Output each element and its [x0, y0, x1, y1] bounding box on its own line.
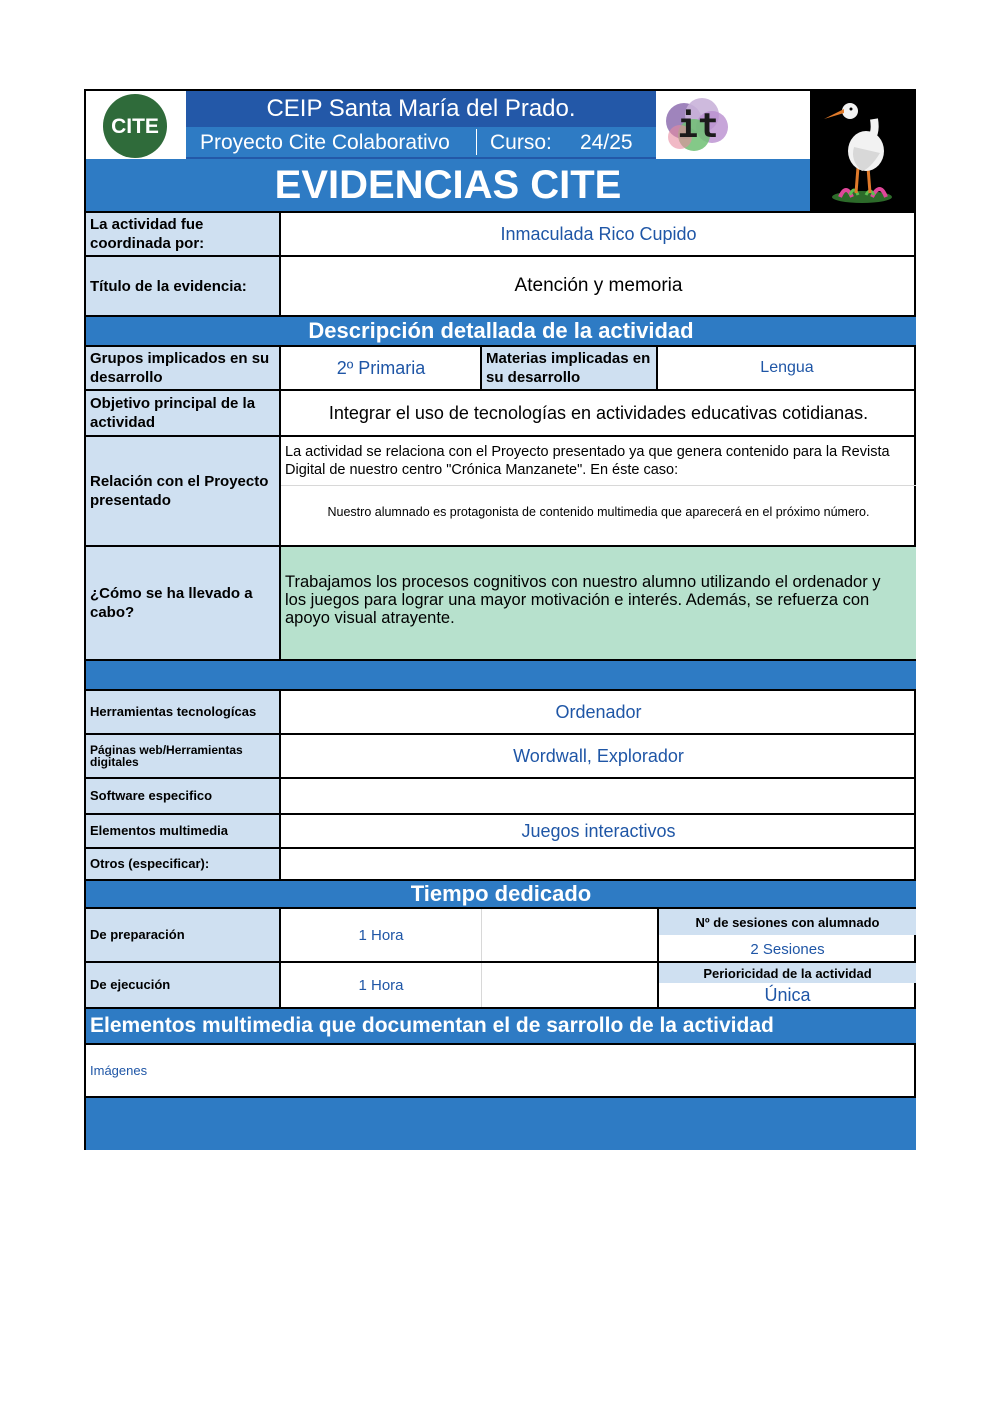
multimedia-value: Juegos interactivos — [521, 820, 676, 841]
cite-logo-icon — [102, 93, 168, 159]
it-logo-icon — [658, 91, 742, 159]
groups-value: 2º Primaria — [336, 357, 426, 378]
school-name: CEIP Santa María del Prado. — [266, 95, 576, 122]
exec-value: 1 Hora — [358, 976, 404, 994]
divider — [481, 909, 482, 1007]
relation-value: La actividad se relaciona con el Proyecto presentado ya que genera contenido para la Revista Digital de nuestro centro "Crónica Manzanete". En éste caso: — [285, 444, 890, 478]
header-banner — [186, 91, 656, 159]
periodicity-label: Perioricidad de la actividad — [659, 963, 916, 983]
software-label: Software especifico — [86, 779, 281, 813]
web-tools-value: Wordwall, Explorador — [513, 745, 684, 766]
relation-detail: Nuestro alumnado es protagonista de contenido multimedia que aparecerá en el próximo número. — [327, 505, 870, 519]
evidence-sheet — [84, 89, 916, 1150]
tech-tools-value: Ordenador — [555, 701, 642, 722]
stork-icon — [810, 91, 916, 211]
periodicity-value: Única — [764, 984, 811, 1005]
stork-image — [810, 91, 916, 211]
sessions-label: Nº de sesiones con alumnado — [659, 909, 916, 935]
prep-label: De preparación — [86, 909, 281, 961]
it-logo — [658, 91, 742, 159]
it-logo-text: it — [677, 106, 719, 146]
evidence-title-label: Título de la evidencia: — [86, 257, 281, 315]
relation-subdivider — [281, 485, 916, 486]
others-label: Otros (especificar): — [86, 849, 281, 879]
empty-band — [86, 661, 916, 689]
subjects-value: Lengua — [760, 359, 814, 376]
exec-label: De ejecución — [86, 963, 281, 1007]
media-band-text: Elementos multimedia que documentan el de sarrollo de la actividad — [90, 1014, 774, 1037]
subjects-label: Materias implicadas en su desarrollo — [482, 347, 658, 389]
media-value: Imágenes — [90, 1063, 148, 1078]
course-value: 24/25 — [580, 131, 633, 154]
course-label: Curso: — [490, 131, 552, 154]
description-band: Descripción detallada de la actividad — [86, 317, 916, 345]
sessions-value: 2 Sesiones — [750, 940, 825, 958]
footer-band — [86, 1098, 916, 1150]
media-band — [86, 1009, 916, 1043]
cite-logo — [100, 93, 170, 159]
document-title: EVIDENCIAS CITE — [274, 162, 622, 207]
others-value — [281, 849, 916, 879]
web-tools-label: Páginas web/Herramientas digitales — [86, 735, 281, 777]
divider — [86, 1043, 914, 1045]
coordinator-value: Inmaculada Rico Cupido — [500, 223, 697, 244]
objective-value: Integrar el uso de tecnologías en actividades educativas cotidianas. — [328, 402, 869, 423]
prep-value: 1 Hora — [358, 926, 404, 944]
coordinator-label: La actividad fue coordinada por: — [86, 213, 281, 255]
software-value — [281, 779, 916, 813]
time-band: Tiempo dedicado — [86, 881, 916, 907]
how-value: Trabajamos los procesos cognitivos con nuestro alumno utilizando el ordenador y los juegos para lograr una mayor motivación e interés. Además, se refuerza con apoyo visual atrayente. — [285, 573, 881, 627]
title-band — [86, 159, 810, 211]
project-name: Proyecto Cite Colaborativo — [200, 131, 450, 154]
tech-tools-label: Herramientas tecnologícas — [86, 691, 281, 733]
course-divider — [476, 129, 477, 155]
groups-label: Grupos implicados en su desarrollo — [86, 347, 281, 389]
evidence-title-value: Atención y memoria — [514, 275, 683, 296]
multimedia-label: Elementos multimedia — [86, 815, 281, 847]
relation-label: Relación con el Proyecto presentado — [86, 437, 281, 545]
cite-logo-text: CITE — [111, 115, 159, 138]
objective-label: Objetivo principal de la actividad — [86, 391, 281, 435]
how-label: ¿Cómo se ha llevado a cabo? — [86, 547, 281, 659]
